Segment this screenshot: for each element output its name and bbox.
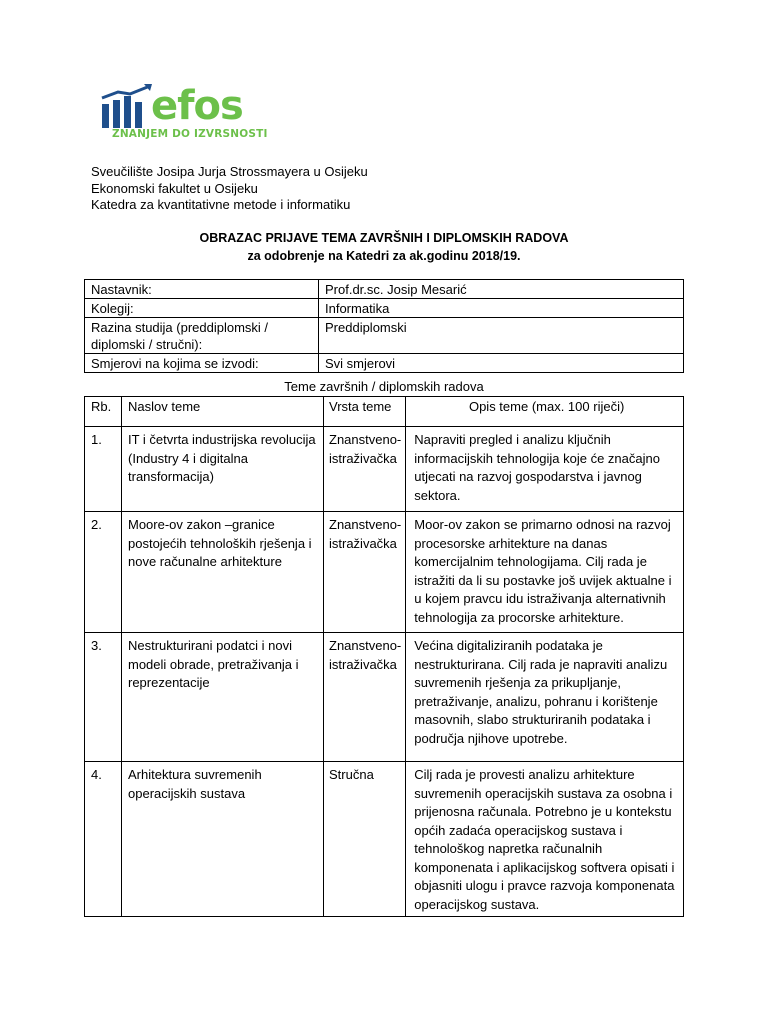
table-row: [85, 512, 684, 633]
topic-rb: 2.: [85, 512, 122, 633]
header-opis: Opis teme (max. 100 riječi): [406, 397, 684, 427]
topic-title: Moore-ov zakon –granice postojećih tehnoloških rješenja i nove računalne arhitekture: [122, 512, 324, 633]
info-value: Informatika: [319, 299, 684, 318]
logo-word: efos: [151, 83, 243, 129]
faculty-name: Ekonomski fakultet u Osijeku: [91, 180, 258, 196]
topic-type: Znanstveno-istraživačka: [324, 633, 406, 762]
topic-rb: 1.: [85, 427, 122, 512]
form-subtitle: za odobrenje na Katedri za ak.godinu 2018/19.: [247, 249, 521, 263]
form-title: OBRAZAC PRIJAVE TEMA ZAVRŠNIH I DIPLOMSKIH RADOVA: [199, 231, 569, 245]
info-label: Razina studija (preddiplomski / diplomski / stručni):: [85, 318, 319, 354]
info-table: [84, 279, 684, 373]
info-value: Preddiplomski: [319, 318, 684, 354]
topics-caption: Teme završnih / diplomskih radova: [284, 379, 484, 394]
info-label: Smjerovi na kojima se izvodi:: [85, 354, 319, 373]
topic-rb: 4.: [85, 762, 122, 917]
topic-description: Većina digitaliziranih podataka je nestrukturirana. Cilj rada je napraviti analizu suvremenih rješenja za prikupljanje, pretraživanje, analizu, pohranu i korištenje masovnih, slabo strukturiranih podataka i područja njihove upotrebe.: [406, 633, 684, 762]
header-rb: Rb.: [85, 397, 122, 427]
topic-type: Znanstveno-istraživačka: [324, 512, 406, 633]
topic-description: Cilj rada je provesti analizu arhitekture suvremenih operacijskih sustava za osobna i prijenosna računala. Potrebno je u kontekstu općih zadaća operacijskog sustava i tehnološkog napretka računalnih komponenata i aplikacijskog softvera opisati i objasniti ulogu i pravce razvoja komponenata operacijskog sustava.: [406, 762, 684, 917]
topics-table: [84, 396, 684, 917]
info-label: Kolegij:: [85, 299, 319, 318]
table-row: [85, 427, 684, 512]
header-naslov: Naslov teme: [122, 397, 324, 427]
efos-logo: [100, 83, 268, 146]
topics-header-row: [85, 397, 684, 427]
topic-description: Napraviti pregled i analizu ključnih informacijskih tehnologija koje će značajno utjecati na razvoj gospodarstva i javnog sektora.: [406, 427, 684, 512]
info-row: [85, 318, 684, 354]
info-value: Svi smjerovi: [319, 354, 684, 373]
table-row: [85, 762, 684, 917]
info-row: [85, 299, 684, 318]
info-value: Prof.dr.sc. Josip Mesarić: [319, 280, 684, 299]
info-row: [85, 280, 684, 299]
logo-tagline: ZNANJEM DO IZVRSNOSTI: [112, 128, 268, 140]
table-row: [85, 633, 684, 762]
topic-title: Nestrukturirani podatci i novi modeli obrade, pretraživanja i reprezentacije: [122, 633, 324, 762]
topic-rb: 3.: [85, 633, 122, 762]
topic-type: Znanstveno-istraživačka: [324, 427, 406, 512]
topic-title: IT i četvrta industrijska revolucija (Industry 4 i digitalna transformacija): [122, 427, 324, 512]
institution-block: [91, 164, 368, 214]
topic-title: Arhitektura suvremenih operacijskih sustava: [122, 762, 324, 917]
topic-description: Moor-ov zakon se primarno odnosi na razvoj procesorske arhitekture na danas komercijalnim tehnologijama. Cilj rada je istražiti da li su postavke još uvijek aktualne i u kojem pravcu idu istraživanja alternativnih tehnologija za procorske arhitekture.: [406, 512, 684, 633]
university-name: Sveučilište Josipa Jurja Strossmayera u Osijeku: [91, 164, 368, 179]
info-row: [85, 354, 684, 373]
info-label: Nastavnik:: [85, 280, 319, 299]
topic-type: Stručna: [324, 762, 406, 917]
department-name: Katedra za kvantitativne metode i informatiku: [91, 197, 351, 212]
header-vrsta: Vrsta teme: [324, 397, 406, 427]
